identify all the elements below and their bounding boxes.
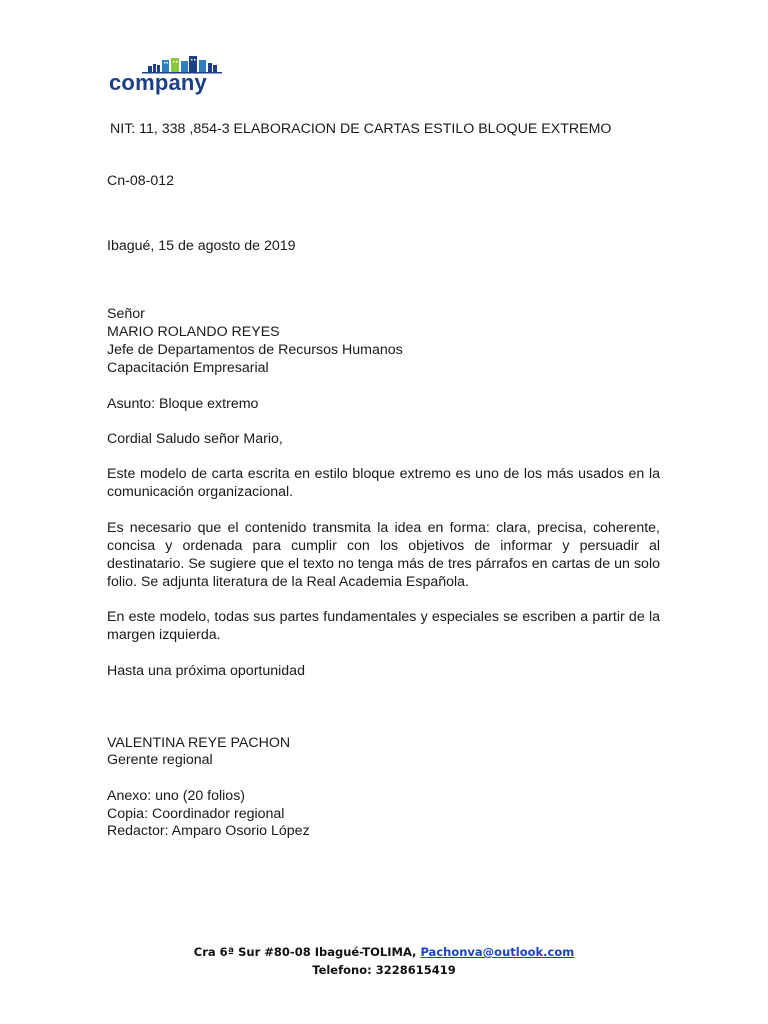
- recipient-name: MARIO ROLANDO REYES: [107, 324, 280, 340]
- place-date: Ibagué, 15 de agosto de 2019: [107, 238, 296, 254]
- logo-text: company: [109, 70, 207, 95]
- company-logo: [108, 52, 228, 98]
- recipient-title: Señor: [107, 306, 145, 322]
- footer-phone: Telefono: 3228615419: [312, 963, 456, 977]
- body-paragraph-2: Es necesario que el contenido transmita la idea en forma: clara, precisa, coherente, concisa y ordenada para cumplir con los objetivos de informar y persuadir al destinatario. Se sugiere que el texto no tenga más de tres párrafos en cartas de un solo folio. Se adjunta literatura de la Real Academia Española.: [107, 520, 660, 590]
- greeting: Cordial Saludo señor Mario,: [107, 431, 283, 447]
- recipient-position: Jefe de Departamentos de Recursos Humanos: [107, 342, 403, 358]
- signer-title: Gerente regional: [107, 752, 213, 768]
- footer-address-text: Cra 6ª Sur #80-08 Ibagué-TOLIMA,: [193, 945, 421, 959]
- footer-email-link[interactable]: Pachonva@outlook.com: [420, 945, 575, 959]
- closing-line: Hasta una próxima oportunidad: [107, 663, 305, 679]
- body-paragraph-1: Este modelo de carta escrita en estilo bloque extremo es uno de los más usados en la comunicación organizacional.: [107, 466, 660, 500]
- footer-address: [0, 943, 768, 961]
- signer-name: VALENTINA REYE PACHON: [107, 735, 291, 751]
- body-paragraph-3: En este modelo, todas sus partes fundamentales y especiales se escriben a partir de la margen izquierda.: [107, 609, 660, 643]
- recipient-company: Capacitación Empresarial: [107, 360, 269, 376]
- nit-heading: NIT: 11, 338 ,854-3 ELABORACION DE CARTAS ESTILO BLOQUE EXTREMO: [110, 121, 612, 137]
- letter-code: Cn-08-012: [107, 173, 175, 189]
- subject-line: Asunto: Bloque extremo: [107, 396, 259, 412]
- annex-line: Anexo: uno (20 folios): [107, 788, 246, 804]
- drafter-line: Redactor: Amparo Osorio López: [107, 823, 310, 839]
- copy-line: Copia: Coordinador regional: [107, 806, 285, 822]
